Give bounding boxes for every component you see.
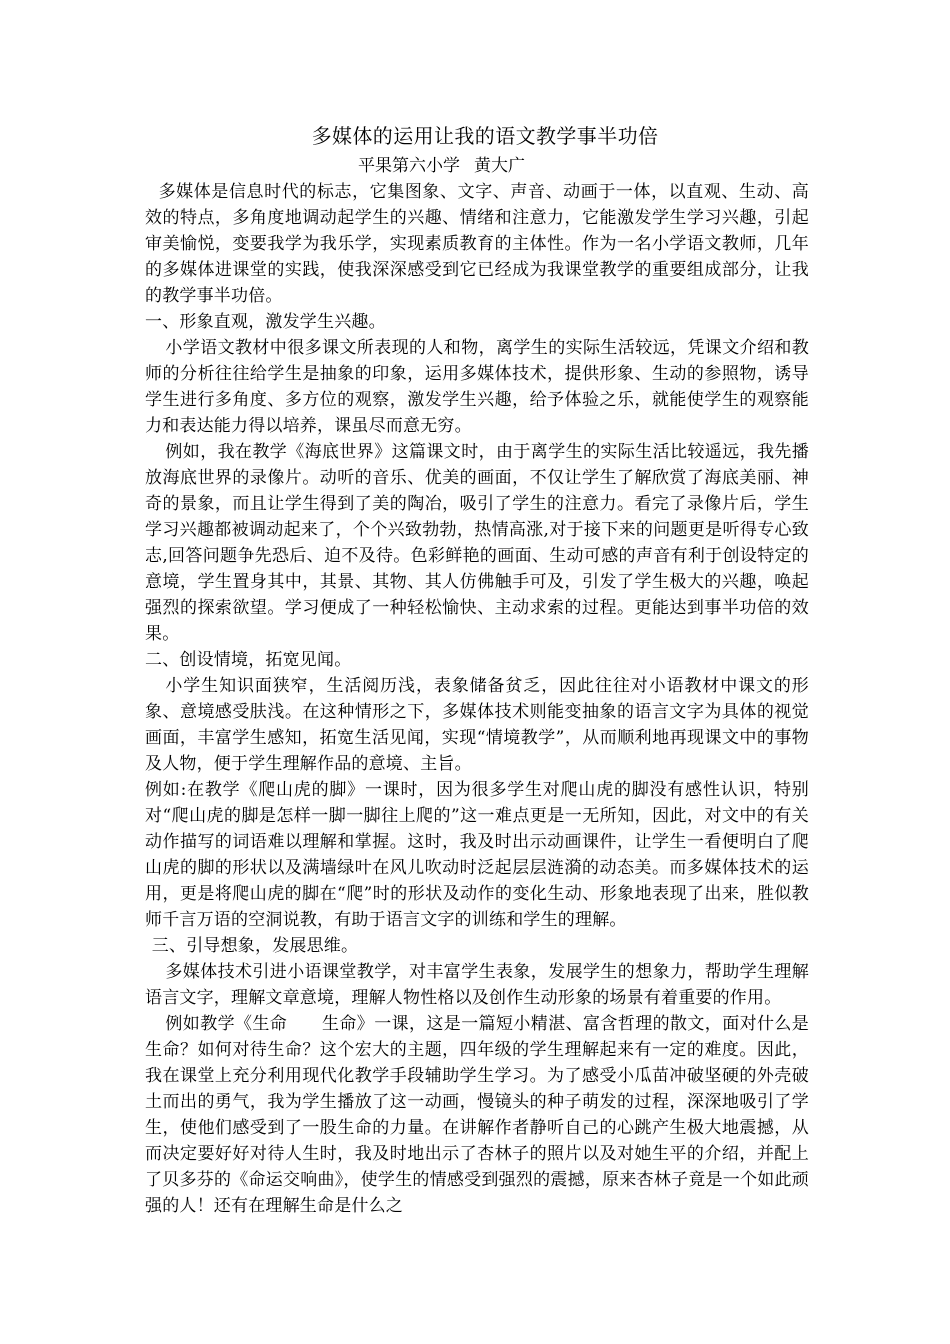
document-page (145, 119, 809, 1219)
section-heading: 二、创设情境，拓宽见闻。 (145, 650, 352, 670)
body-paragraph: 例如，我在教学《海底世界》这篇课文时，由于离学生的实际生活比较遥远，我先播放海底世界的录像片。动听的音乐、优美的画面，不仅让学生了解欣赏了海底美丽、神奇的景象，而且让学生得到了美的陶冶，吸引了学生的注意力。看完了录像片后，学生学习兴趣都被调动起来了，个个兴致勃勃，热情高涨,对于接下来的问题更是听得专心致志,回答问题争先恐后、迫不及待。色彩鲜艳的画面、生动可感的声音有利于创设特定的意境，学生置身其中，其景、其物、其人仿佛触手可及，引发了学生极大的兴趣，唤起强烈的探索欲望。学习便成了一种轻松愉快、主动求索的过程。更能达到事半功倍的效果。 (145, 442, 809, 644)
school-name: 平果第六小学 (358, 156, 460, 176)
body-paragraph: 例如教学《生命 生命》一课，这是一篇短小精湛、富含哲理的散文，面对什么是生命？如何对待生命？这个宏大的主题，四年级的学生理解起来有一定的难度。因此，我在课堂上充分利用现代化教学手段辅助学生学习。为了感受小瓜苗冲破坚硬的外壳破土而出的勇气，我为学生播放了这一动画，慢镜头的种子萌发的过程，深深地吸引了学生，使他们感受到了一股生命的力量。在讲解作者静听自己的心跳产生极大地震撼，从而决定要好好对待人生时，我及时地出示了杏林子的照片以及对她生平的介绍，并配上了贝多芬的《命运交响曲》，使学生的情感受到强烈的震撼，原来杏林子竟是一个如此顽强的人！还有在理解生命是什么之 (145, 1014, 809, 1216)
author-line (145, 153, 809, 179)
document-title: 多媒体的运用让我的语文教学事半功倍 (311, 124, 659, 148)
body-paragraph: 多媒体技术引进小语课堂教学，对丰富学生表象，发展学生的想象力，帮助学生理解语言文字，理解文章意境，理解人物性格以及创作生动形象的场景有着重要的作用。 (145, 962, 809, 1008)
section-heading: 一、形象直观，激发学生兴趣。 (145, 312, 386, 332)
body-paragraph: 小学语文教材中很多课文所表现的人和物，离学生的实际生活较远，凭课文介绍和教师的分析往往给学生是抽象的印象，运用多媒体技术，提供形象、生动的参照物，诱导学生进行多角度、多方位的观察，激发学生兴趣，给予体验之乐，就能使学生的观察能力和表达能力得以培养，课虽尽而意无穷。 (145, 338, 809, 436)
body-paragraph: 多媒体是信息时代的标志，它集图象、文字、声音、动画于一体，以直观、生动、高效的特点，多角度地调动起学生的兴趣、情绪和注意力，它能激发学生学习兴趣，引起审美愉悦，变要我学为我乐学，实现素质教育的主体性。作为一名小学语文教师，几年的多媒体进课堂的实践，使我深深感受到它已经成为我课堂教学的重要组成部分，让我的教学事半功倍。 (145, 182, 809, 306)
document-body (145, 179, 809, 1219)
section-heading: 三、引导想象，发展思维。 (151, 936, 359, 956)
author-name: 黄大广 (474, 156, 525, 176)
section-heading: 例如:在教学《爬山虎的脚》一课时，因为很多学生对爬山虎的脚没有感性认识，特别对“爬山虎的脚是怎样一脚一脚往上爬的”这一难点更是一无所知，因此，对文中的有关动作描写的词语难以理解和掌握。这时，我及时出示动画课件，让学生一看便明白了爬山虎的脚的形状以及满墙绿叶在风儿吹动时泛起层层涟漪的动态美。而多媒体技术的运用，更是将爬山虎的脚在“爬”时的形状及动作的变化生动、形象地表现了出来，胜似教师千言万语的空洞说教，有助于语言文字的训练和学生的理解。 (145, 780, 809, 930)
body-paragraph: 小学生知识面狭窄，生活阅历浅，表象储备贫乏，因此往往对小语教材中课文的形象、意境感受肤浅。在这种情形之下，多媒体技术则能变抽象的语言文字为具体的视觉画面，丰富学生感知，拓宽生活见闻，实现“情境教学”，从而顺利地再现课文中的事物及人物，便于学生理解作品的意境、主旨。 (145, 676, 809, 774)
